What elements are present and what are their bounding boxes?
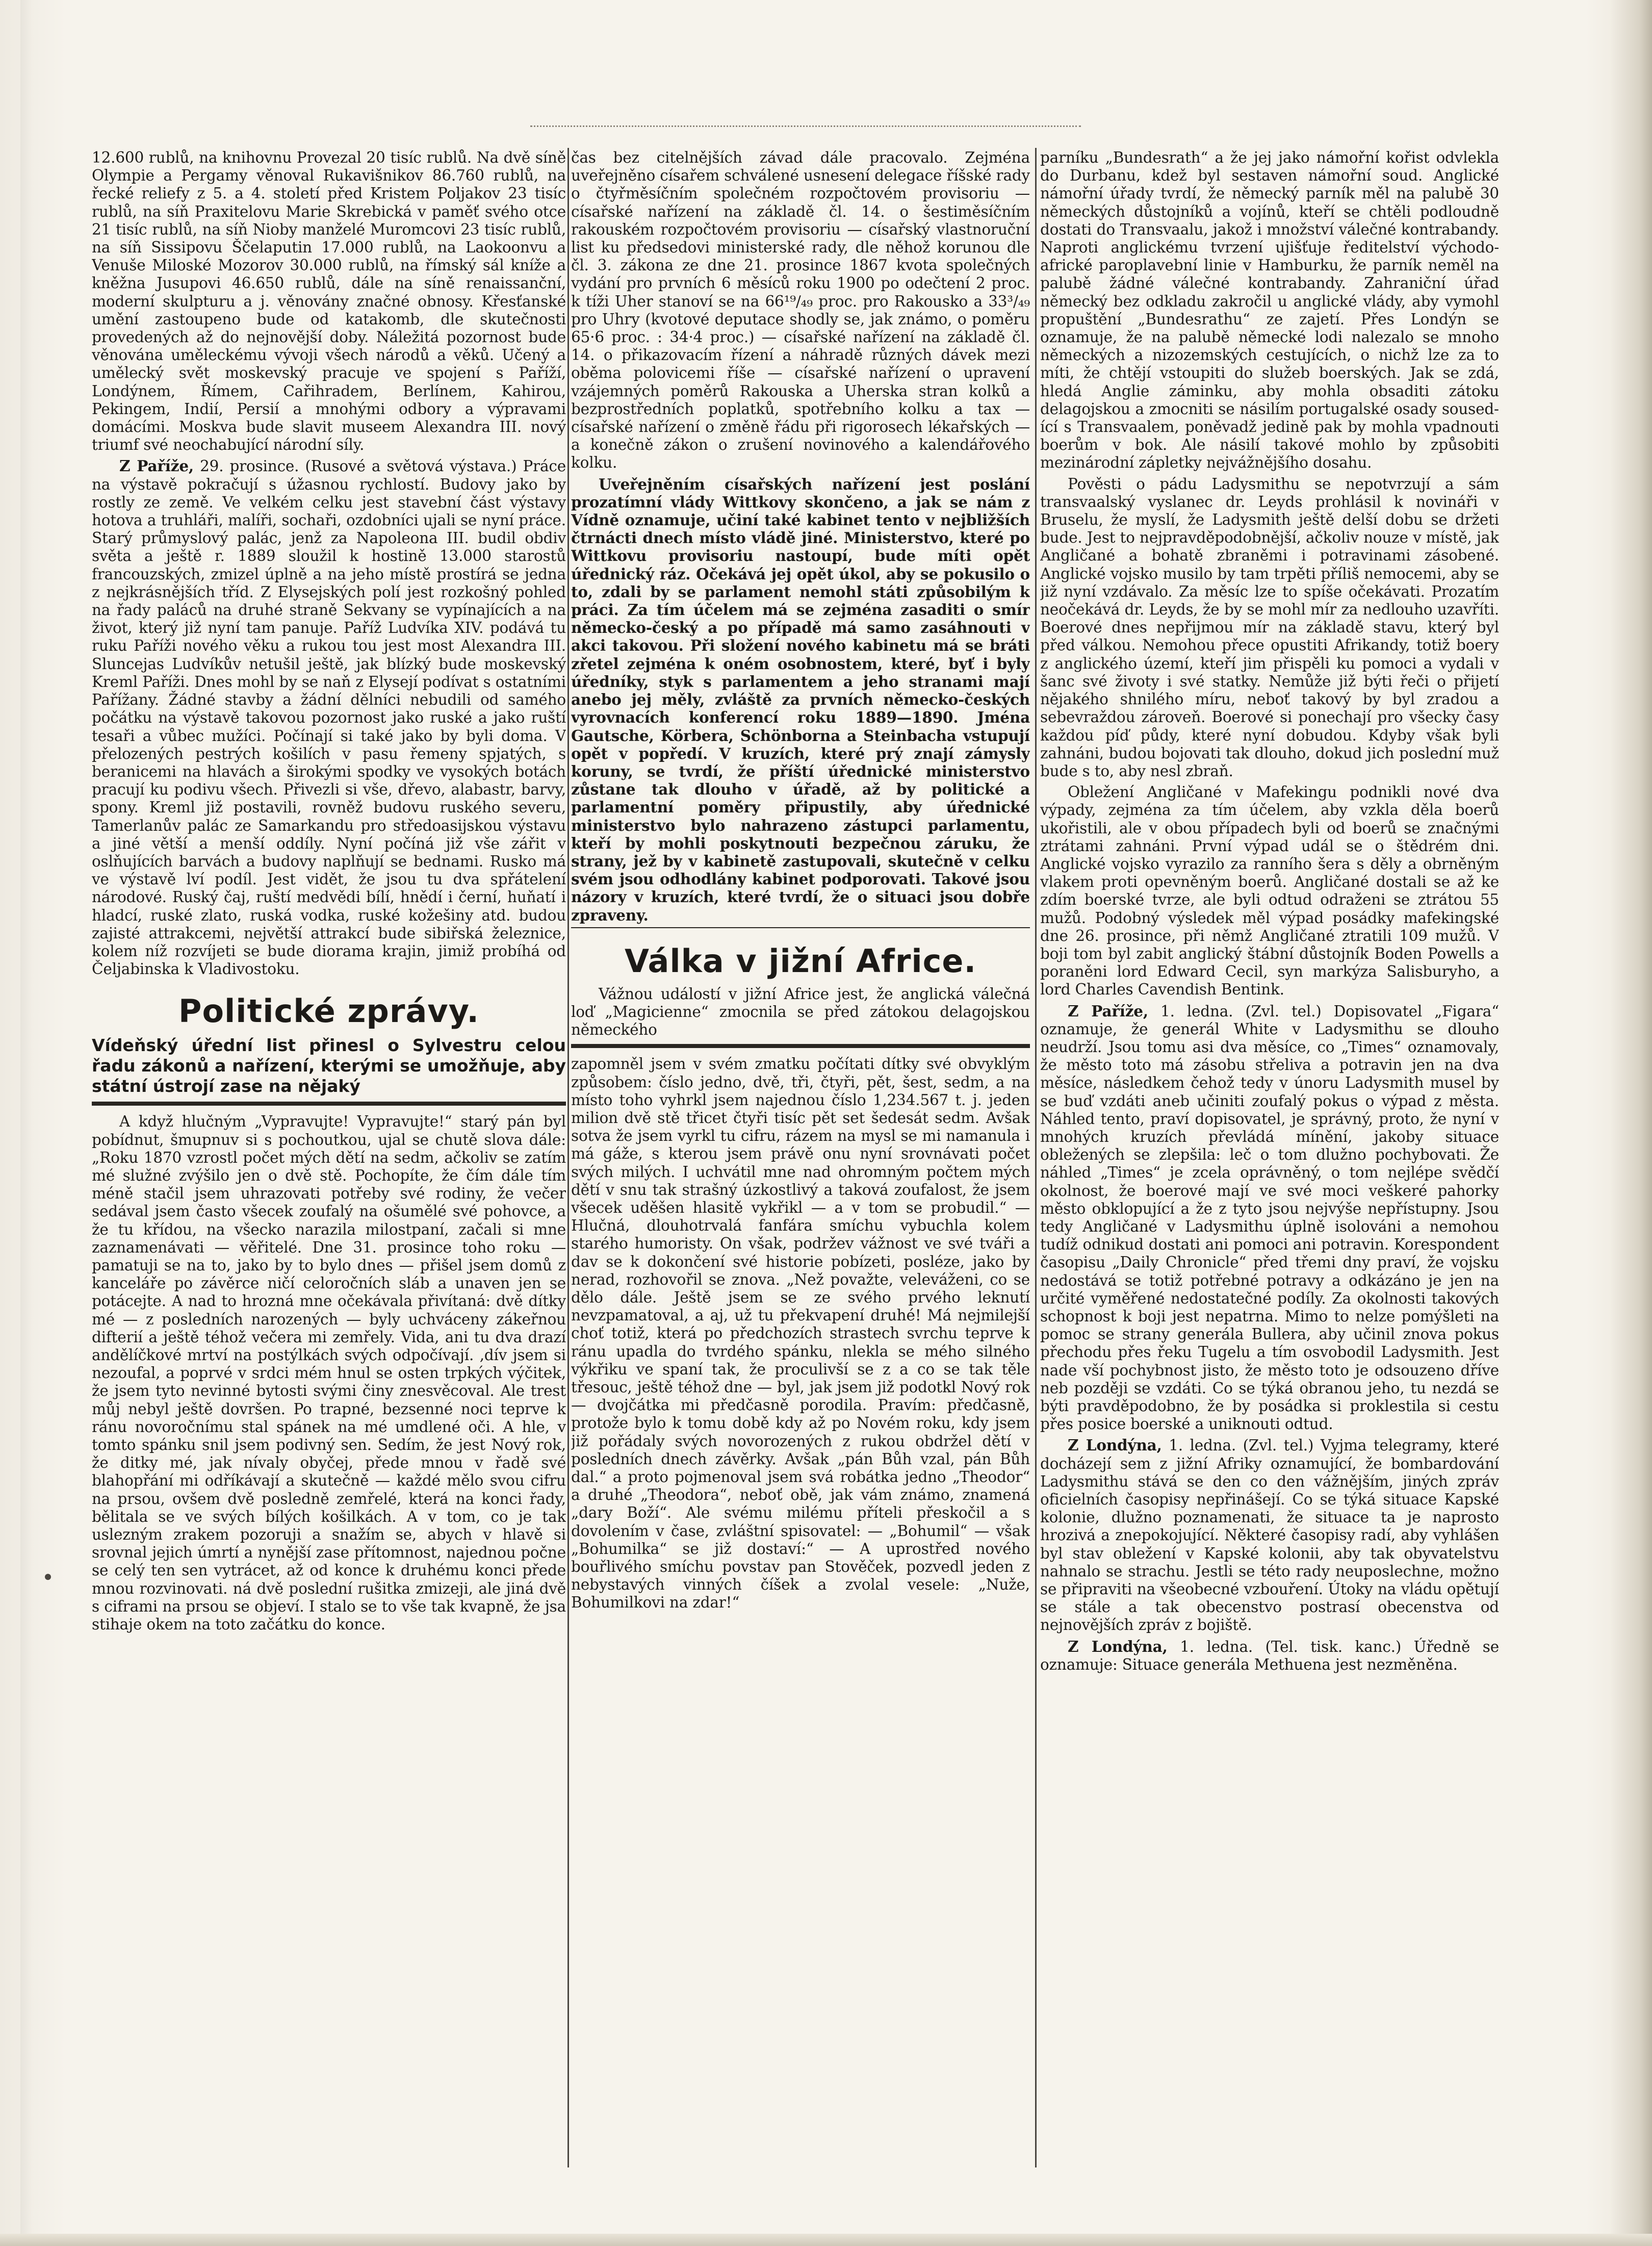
article-mafeking: Obležení Angličané v Mafekingu podnikli nové dva výpady, zejména za tím účelem, aby vzkla děla boerů ukořistili, ale v obou případech byli od boerů se značnými ztrátami zahnáni. První výpad udál se o štědrém dni. Anglické vojsko vyrazilo za ranního šera s děly a obrněným vlakem proti opevněným boerů. Angličané dostali se až ke zdím boerské tvrze, ale byli odtud odraženi se ztrátou 55 mužů. Podobný výsledek měl výpad posádky mafekingské dne 26. prosince, při němž Angličané ztratili 109 mužů. V boji tom byl zabit anglický štábní důstojník Boden Powells a poraněni lord Edward Cecil, syn markýza Salisburyho, a lord Charles Cavendish Bentink. [1040, 783, 1499, 999]
page-shadow [20, 0, 33, 2246]
article-museum-continuation: 12.600 rublů, na knihovnu Provezal 20 tisíc rublů. Na dvě síně Olympie a Pergamy věnoval Rukavišnikov 86.760 rublů, na řecké reliefy z 5. a 4. století před Kristem Poljakov 23 tisíc rublů, na síň Praxitelovu Marie Skrebická v paměť svého otce 21 tisíc rublů, na síň Nioby manželé Muromcovi 23 tisíc rublů, na síň Sissipovu Ščelaputin 17.000 rublů, na Laokoonvu a Venuše Miloské Mozorov 30.000 rublů, na římský sál kníže a kněžna Jusupovi 46.650 rublů, dále na síně renaissanční, moderní skulpturu a j. věnovány značné obnosy. Křesťanské umění zastoupeno bude od katakomb, dle skutečnosti provedených až do nejnovější doby. Náležitá pozornost bude věnována uměleckému vývoji všech národů a věků. Učený a umělecký svět moskevský pracuje ve spojení s Paříží, Londýnem, Římem, Cařihradem, Berlínem, Kahirou, Pekingem, Indií, Persií a mnohými odbory a výpravami domácími. Moskva bude slavit museem Alexandra III. nový triumf své neochabující národní síly. [92, 149, 566, 454]
article-london-telegram [1040, 1436, 1499, 1634]
section-divider [92, 1102, 566, 1106]
article-text: 1. ledna. (Zvl. tel.) Vyjma telegramy, které docházejí sem z jižní Afriky oznamující, že bombardování Ladysmithu stává se den co den vážnějším, jiných zpráv oficielních časopisy nepřinášejí. Co se týká situace Kapské kolonie, dlužno poznamenati, že situace ta je naprosto hrozivá a znepokojující. Některé časopisy radí, aby vyhlášen byl stav obležení v Kapské kolonii, aby tak obyvatelstvu nahnalo se strachu. Jestli se této rady neuposlechne, možno se připraviti na všeobecné vzbouření. Útoky na vládu opětují se stále a tak obecenstvo postrasí obecenstva od nejnovějších zpráv z bojiště. [1040, 1437, 1499, 1634]
article-paris-telegram [1040, 1002, 1499, 1434]
article-bundesrath: parníku „Bundesrath“ a že jej jako námořní kořist odvlekla do Durbanu, kdež byl sestaven námořní soud. Anglické námořní úřady tvrdí, že německý parník měl na palubě 30 německých důstojníků a vojínů, kteří se chtěli podloudně dostati do Transvaalu, jakož i množství válečné kontrabandy. Naproti anglickému tvrzení ujišťuje ředitelství východo-africké paroplavební linie v Hamburku, že parník neměl na palubě žádné válečné kontrabandy. Zahraniční úřad německý bez odkladu zakročil u anglické vlády, aby vymohl propuštění „Bundesrathu“ ze zajetí. Přes Londýn se oznamuje, že na palubě německé lodi nalezalo se mnoho německých a nizozemských cestujících, o nichž lze za to míti, že chtějí vstoupiti do služeb boerských. Jak se zdá, hledá Anglie záminku, aby mohla obsaditi zátoku delagojskou a zmocniti se násilím portugalské osady sousedící s Transvaalem, poněvadž jedině pak by mohla vpadnouti boerům v bok. Ale násilí takové mohlo by způsobiti mezinárodní zápletky nejvážnějšího dosahu. [1040, 149, 1499, 472]
paper-hole [45, 1574, 51, 1580]
section-divider [571, 1044, 1030, 1048]
top-dotted-line [530, 125, 1081, 130]
feuilleton-story: A když hlučným „Vypravujte! Vypravujte!“ starý pán byl pobídnut, šmupnuv si s pochoutkou, ujal se chutě slova dále: „Roku 1870 vzrostl počet mých dětí na sedm, ačkoliv se zatím mé služné zvýšilo jen o dvě stě. Pochopíte, že čím dále tím méně stačil jsem uhrazovati potřeby své rodiny, že večer sedával jsem často všecek zoufalý na ošumělé své pohovce, a že tu křídou, na všecko narazila milostpaní, začali si mne zaznamenávati — věřitelé. Dne 31. prosince toho roku — pamatuji se na to, jako by to bylo dnes — přišel jsem domů z kanceláře po závěrce ničí celoročních sláb a unaven jen se potácejte. A nad to hrozná mne očekávala přivítaná: dvě dítky mé — z posledních narozených — byly uchváceny zákeřnou difterií a ještě téhož večera mi zemřely. Vida, ani tu dva drazí andělíčkové mrtví na postýlkách svých odpočívají. ‚dív jsem si nezoufal, a poprvé v srdci mém hnul se osten trpkých výčitek, že jsem tyto nevinné bytosti svými činy znesvěcoval. Ale trest můj nebyl ještě dovršen. Po trapné, bezsenné noci teprve k ránu novoročnímu stal spánek na mé umdlené oči. A hle, v tomto spánku snil jsem podivný sen. Sedím, že jest Nový rok, že ditky mé, jak nívaly obyčej, přede mnou v řadě své blahopřání mi odříkávají a skutečně — každé mělo svou cifru na prsou, ovšem dvě posledně zemřelé, která na konci řady, bělitala se ve svých bílých košilkách. A v tom, co je tak uslezným zrakem pozoruji a snažím se, abych v hlavě si srovnal jejich úmrtí a nynější zase přítomnost, najednou počne se celý ten sen vytrácet, až od konce k druhému konci přede mnou rozvinovati. ná dvě poslední rušitka zmizeji, ale jiná dvě s ciframi na prsou se objeví. I stalo se to vše tak kvapně, že jsa stihaje okem na toto začátku do konce. [92, 1113, 566, 1634]
article-london-official [1040, 1638, 1499, 1674]
page-edge-bottom [0, 2234, 1652, 2246]
feuilleton-story-continuation: zapomněl jsem v svém zmatku počítati dítky své obvyklým způsobem: číslo jedno, dvě, tři, čtyři, pět, šest, sedm, a na místo toho vyhrkl jsem najednou číslo 1,234.567 t. j. jeden milion dvě stě třicet čtyři tisíc pět set šedesát sedm. Avšak sotva že jsem vyrkl tu cifru, rázem na mysl se mi namanula i má gáže, s kterou jsem právě onu nyní srovnávati počet svých milých. I uchvátil mne nad ohromným počtem mých dětí v snu tak strašný úzkostlivý a taková zoufalost, že jsem všecek uděšen hlasitě vykřikl — a v tom se probudil.“ — Hlučná, dlouhotrvalá fanfára smíchu vybuchla kolem starého humoristy. On však, podržev vážnost ve své tváři a dav se k dokončení své historie pobízeti, posléze, jako by nerad, rozhovořil se znova. „Než považte, veleváženi, co se dělo dále. Ještě jsem se ze svého prvého leknutí nevzpamatoval, a aj, už tu překvapení druhé! Má nejmilejší choť totiž, která po předchozích strastech svrchu teprve k ránu upadla do tvrdého spánku, nlekla se mého silného výkřiku ve spaní tak, že proculivší se z a co se tak těle třesouc, ještě téhož dne — byl, jak jsem již podotkl Nový rok — dvojčátka mi předčasně porodila. Pravím: předčasně, protože bylo k tomu době kdy až po Novém roku, kdy jsem již pořádaly svých novorozených z rukou obdržel dětí v posledních dnech závěrky. Avšak „pán Bůh vzal, pán Bůh dal.“ a proto pojmenoval jsem svá robátka jedno „Theodor“ a druhé „Theodora“, neboť obě, jak vám známo, znamená „dary Boží“. Ale svému milému příteli přeskočil a s dovolením v čase, zvláštní spisovatel: — „Bohumil“ — však „Bohumilka“ se již dostaví:“ — A uprostřed nového bouřlivého smíchu povstav pan Stověček, pozvedl jeden z nebystavých vinných číšek a zvolal vesele: „Nuže, Bohumilkovi na zdar!“ [571, 1055, 1030, 1612]
dateline: Z Londýna, [1068, 1637, 1168, 1655]
column-1 [92, 149, 566, 2209]
article-text: 1. ledna. (Tel. tisk. kanc.) Úředně se oznamuje: Situace generála Methuena jest nezměněna. [1040, 1638, 1499, 1673]
article-paris-exposition [92, 457, 566, 978]
page-edge-right [1611, 0, 1652, 2246]
dateline: Z Londýna, [1068, 1436, 1162, 1454]
dateline: Z Paříže, [119, 457, 194, 475]
dateline: Z Paříže, [1068, 1002, 1148, 1020]
section-title-politics: Politické zprávy. [178, 992, 479, 1030]
article-decrees: čas bez citelnějších závad dále pracovalo. Zejména uveřejněno císařem schválené usnesení delegace říšské rady o čtyřměsíčním společném rozpočtovém provisoriu — císařské nařízení na základě čl. 14. o šestiměsíčním rakouském rozpočtovém provisoriu — císařský vlastnoruční list ku předsedovi ministerské rady, dle něhož korunou dle čl. 3. zákona ze dne 21. prosince 1867 kvota společných vydání pro prvních 6 měsíců roku 1900 po odečtení 2 proc. k tíži Uher stanoví se na 66¹⁹/₄₉ proc. pro Rakousko a 33³/₄₉ pro Uhry (kvotové deputace shodly se, jak známo, o poměru 65·6 proc. : 34·4 proc.) — císařské nařízení na základě čl. 14. o přikazovacím řízení a náhradě různých dávek mezi oběma polovicemi říše — císařské nařízení o upravení vzájemných poměrů Rakouska a Uherska stran kolků a bezprostředních poplatků, spotřebního kolku a tax — císařské nařízení o změně řádu při rigorosech lékařských — a konečně zákon o zrušení novinového a kalendářového kolku. [571, 149, 1030, 472]
column-rule-right [1035, 148, 1037, 2167]
section-title-war: Válka v jižní Africe. [624, 942, 977, 980]
article-wittek-cabinet: Uveřejněním císařských nařízení jest poslání prozatímní vlády Wittkovy skončeno, a jak se nám z Vídně oznamuje, učiní také kabinet tento v nejbližších čtrnácti dnech místo vládě jiné. Ministerstvo, které po Wittkovu provisoriu nastoupí, bude míti opět úřednický ráz. Očekává jej opět úkol, aby se pokusilo o to, zdali by se parlament nemohl státi způsobilým k práci. Za tím účelem má se zejména zasaditi o smír německo-český a po případě má samo zasáhnouti v akci takovou. Při složení nového kabinetu má se bráti zřetel zejména k oném osobnostem, které, byť i byly úředníky, styk s parlamentem a jeho stranami mají anebo jej měly, zvláště za prvních německo-českých vyrovnacích konferencí roku 1889—1890. Jména Gautsche, Körbera, Schönborna a Steinbacha vstupují opět v popředí. V kruzích, které prý znají zámysly koruny, se tvrdí, že příští úřednické ministerstvo zůstane tak dlouho v úřadě, až by politické a parlamentní poměry připustily, aby úřednické ministerstvo bylo nahrazeno zástupci parlamentu, kteří by mohli poskytnouti bezpečnou záruku, že strany, jež by v kabinetě zastupovali, skutečně v celku svém jsou odhodlány kabinet podporovati. Takové jsou názory v kruzích, které tvrdí, že o situaci jsou dobře zpraveny. [571, 475, 1030, 924]
article-ladysmith-rumours: Pověsti o pádu Ladysmithu se nepotvrzují a sám transvaalský vyslanec dr. Leyds prohlásil k novináři v Bruselu, že myslí, že Ladysmith ještě delší dobu se držeti bude. Jest to nejpravděpodobnější, ačkoliv nouze v místě, jak Angličané a bohatě zbraněmi i potravinami zásobené. Anglické vojsko musilo by tam trpěti příliš nemocemi, aby se již nyní vzdávalo. Za měsíc lze to spíše očekávati. Prozatím neočekává dr. Leyds, že by se mohl mír za nedlouho uzavříti. Boerové dnes nepřijmou mír na základě stavu, který byl před válkou. Nemohou přece opustiti Afrikandy, totiž boery z anglického území, kteří jim přispěli ku pomoci a vydali v šanc své životy i své statky. Nemůže již býti řeči o přijetí nějakého shnilého míru, neboť takový by byl zradou a sebevraždou zároveň. Boerové si ponechají pro všecky časy každou píď půdy, které nyní dobudou. Kdyby však byli zahnáni, budou bojovati tak dlouho, dokud jich poslední muž bude s to, aby nesl zbraň. [1040, 475, 1499, 780]
column-2 [571, 149, 1030, 2209]
war-lead: Vážnou událostí v jižní Africe jest, že anglická válečná loď „Magicienne“ zmocnila se před zátokou delagojskou německého [571, 985, 1030, 1039]
column-3 [1040, 149, 1499, 2209]
article-text: 1. ledna. (Zvl. tel.) Dopisovatel „Figara“ oznamuje, že generál White v Ladysmithu se dlouho neudrží. Jsou tomu asi dva měsíce, co „Times“ oznamovaly, že město toto má zásobu střeliva a potravin jen na dva měsíce, následkem čehož tedy v únoru Ladysmith musel by se buď vzdáti aneb učiniti zoufalý pokus o výpad z města. Náhled tento, praví dopisovatel, je správný, proto, že nyní v mnohých kruzích převládá mínění, jakoby situace obležených se zlepšila: leč o tom dlužno pochybovati. Že náhled „Times“ je zcela oprávněný, o tom nejlépe svědčí okolnost, že boerové mají ve své moci veškeré pahorky město obklopující a že z tyto jsou nejvýše nepřístupny. Jsou tedy Angličané v Ladysmithu úplně isolováni a nemohou tudíž odnikud dostati ani pomoci ani potravin. Korespondent časopisu „Daily Chronicle“ před třemi dny praví, že vojsku nedostává se totiž potřebné potravy a odkázáno je jen na určité vyměřené nedostatečné podíly. Za okolnosti takových schopnost k boji jest nepatrna. Mimo to nelze pomýšleti na pomoc se strany generála Bullera, aby učinil znova pokus přechodu přes řeku Tugelu a tím osvobodil Ladysmith. Jest nade vší pochybnost jisto, že město toto je odsouzeno dříve neb později se vzdáti. Co se týká obranou jeho, tu nezdá se býti pravděpodobno, že by posádka si proklestila si cestu přes posice boerské a uniknouti odtud. [1040, 1002, 1499, 1433]
column-rule-left [567, 148, 569, 2167]
article-text: 29. prosince. (Rusové a světová výstava.) Práce na výstavě pokračují s úžasnou rychlostí. Budovy jako by rostly ze země. Ve velkém celku jest stavební část výstavy hotova a truhláři, malíři, sochaři, ozdobníci ujali se nyní práce. Starý průmyslový palác, jenž za Napoleona III. budil obdiv světa a ještě r. 1889 sloužil k hostině 13.000 starostů francouzských, zmizel úplně a na jeho místě prostírá se jedna z nejkrásnějších tříd. Z Elysejských polí jest rozkošný pohled na řady paláců na druhé straně Sekvany se vypínajících a na život, který již nyní tam panuje. Paříž Ludvíka XIV. podává tu ruku Paříži nového věku a rukou tou jest most Alexandra III. Sluncejas Ludvíkův netušil ještě, jak blízký bude moskevský Kreml Paříži. Dnes mohl by se naň z Elysejí podívat s ostatními Pařížany. Žádné stavby a žádní dělníci nebudili od samého počátku na výstavě takovou pozornost jako ruské a jako ruští tesaři a vůbec mužíci. Počínají si také jako by byli doma. V přelozených pestrých košilích v pasu řemeny spjatých, s beranicemi na hlavách a širokými spodky ve vysokých botách pracují ku podivu všech. Přivezli si vše, dřevo, alabastr, barvy, spony. Kreml již postavili, rovněž budovu ruského severu, Tamerlanův palác ze Samarkandu pro středoasijskou výstavu a jiné větší a menší oddíly. Nyní počíná již vše zářit v oslňujících barvách a budovy naplňují se bednami. Rusko má ve výstavě lví podíl. Jest vidět, že jsou tu dva spřátelení národové. Ruský čaj, ruští medvědi bílí, hnědí i černí, huňatí i hladcí, ruské zlato, ruská vodka, ruské kožešiny atd. budou zajisté attrakcemi, největší attrakcí bude sibiřská železnice, kolem níž rozvíjeti se bude diorama krajin, jimiž probíhá od Čeljabinska k Vladivostoku. [92, 457, 566, 978]
politics-lead: Vídeňský úřední list přinesl o Sylvestru celou řadu zákonů a nařízení, kterými se umožňuje, aby státní ústrojí zase na nějaký [92, 1035, 566, 1096]
section-divider-thin [571, 927, 1030, 928]
